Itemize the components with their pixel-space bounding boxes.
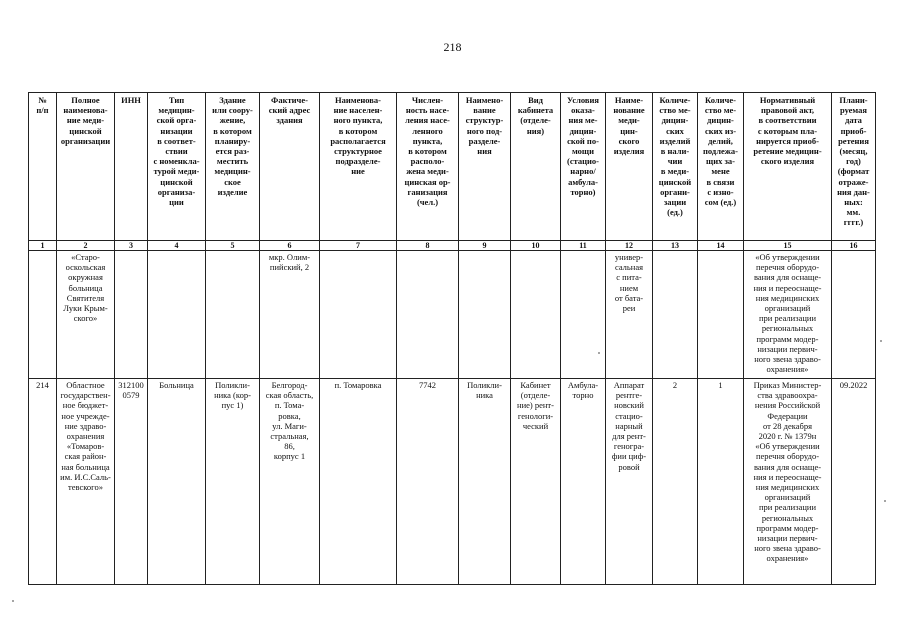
scan-speck bbox=[12, 600, 14, 602]
table-cell bbox=[832, 251, 876, 379]
column-number: 2 bbox=[57, 241, 115, 251]
column-number-row bbox=[29, 241, 876, 251]
column-number: 16 bbox=[832, 241, 876, 251]
table-cell: Аппарат рентге- новский стацио- нарный для рент- геногра- фии циф- ровой bbox=[606, 379, 653, 585]
header-cell: Количе- ство ме- дицин- ских из- делий, подлежа- щих за- мене в связи с изно- сом (ед.) bbox=[698, 93, 744, 241]
table-cell bbox=[115, 251, 148, 379]
table-cell: 7742 bbox=[397, 379, 459, 585]
column-number: 13 bbox=[653, 241, 698, 251]
table-cell bbox=[561, 251, 606, 379]
column-number: 8 bbox=[397, 241, 459, 251]
table-cell bbox=[698, 251, 744, 379]
table-cell: Белгород- ская область, п. Тома- ровка, ул. Маги- стральная, 86, корпус 1 bbox=[260, 379, 320, 585]
table-cell: универ- сальная с пита- нием от бата- реи bbox=[606, 251, 653, 379]
column-number: 5 bbox=[206, 241, 260, 251]
header-cell: Фактиче- ский адрес здания bbox=[260, 93, 320, 241]
table-cell: 09.2022 bbox=[832, 379, 876, 585]
medical-equipment-table bbox=[28, 92, 876, 585]
column-number: 7 bbox=[320, 241, 397, 251]
scan-speck bbox=[880, 340, 882, 342]
table-cell: Кабинет (отделе- ние) рент- генологи- ческий bbox=[511, 379, 561, 585]
header-cell: ИНН bbox=[115, 93, 148, 241]
header-cell: Вид кабинета (отделе- ния) bbox=[511, 93, 561, 241]
column-number: 4 bbox=[148, 241, 206, 251]
table-cell bbox=[206, 251, 260, 379]
column-number: 12 bbox=[606, 241, 653, 251]
table-cell bbox=[511, 251, 561, 379]
table-cell: 2 bbox=[653, 379, 698, 585]
column-number: 10 bbox=[511, 241, 561, 251]
header-cell: Условия оказа- ния ме- дицин- ской по- мощи (стацио- нарно/ амбула- торно) bbox=[561, 93, 606, 241]
table-cell bbox=[459, 251, 511, 379]
header-cell: Наиме- нование меди- цин- ского изделия bbox=[606, 93, 653, 241]
header-cell: Числен- ность насе- ления насе- ленного пункта, в котором располо- жена меди- цинская ор- ганизация (чел.) bbox=[397, 93, 459, 241]
table-cell bbox=[397, 251, 459, 379]
scan-speck bbox=[598, 352, 600, 354]
header-cell: Количе- ство ме- дицин- ских изделий в нали- чии в меди- цинской органи- зации (ед.) bbox=[653, 93, 698, 241]
table-cell: Приказ Министер- ства здравоохра- нения Российской Федерации от 28 декабря 2020 г. № 1379н «Об утверждении перечня оборудо- вания для оснаще- ния и переоснаще- ния медицинских организаций при реализации региональных программ модер- низации первич- ного звена здраво- охранения» bbox=[744, 379, 832, 585]
table-cell: Больница bbox=[148, 379, 206, 585]
header-cell: Тип медицин- ской орга- низации в соответ- ствии с номенкла- турой меди- цинской организа- ции bbox=[148, 93, 206, 241]
column-number: 14 bbox=[698, 241, 744, 251]
header-cell: Полное наименова- ние меди- цинской организации bbox=[57, 93, 115, 241]
table-cell: Поликли- ника bbox=[459, 379, 511, 585]
header-row bbox=[29, 93, 876, 241]
table-cell: 1 bbox=[698, 379, 744, 585]
scan-speck bbox=[884, 500, 886, 502]
table-cell bbox=[148, 251, 206, 379]
table-row bbox=[29, 379, 876, 585]
table-cell: 214 bbox=[29, 379, 57, 585]
table-cell: Областное государствен- ное бюджет- ное учрежде- ние здраво- охранения «Томаров- ская район- ная больница им. И.С.Саль- тевского» bbox=[57, 379, 115, 585]
column-number: 6 bbox=[260, 241, 320, 251]
table-cell: мкр. Олим- пийский, 2 bbox=[260, 251, 320, 379]
column-number: 9 bbox=[459, 241, 511, 251]
table-cell bbox=[320, 251, 397, 379]
table-cell: «Об утверждении перечня оборудо- вания для оснаще- ния и переоснаще- ния медицинских организаций при реализации региональных программ модер- низации первич- ного звена здраво- охранения» bbox=[744, 251, 832, 379]
table-cell: Амбула- торно bbox=[561, 379, 606, 585]
table-cell: Поликли- ника (кор- пус 1) bbox=[206, 379, 260, 585]
column-number: 3 bbox=[115, 241, 148, 251]
table-cell: «Старо- оскольская окружная больница Святителя Луки Крым- ского» bbox=[57, 251, 115, 379]
page-number: 218 bbox=[443, 40, 462, 54]
table-cell bbox=[29, 251, 57, 379]
header-cell: Нормативный правовой акт, в соответствии с которым пла- нируется приоб- ретение медицин- ского изделия bbox=[744, 93, 832, 241]
table-cell: 312100 0579 bbox=[115, 379, 148, 585]
table-cell bbox=[653, 251, 698, 379]
column-number: 1 bbox=[29, 241, 57, 251]
header-cell: Плани- руемая дата приоб- ретения (месяц, год) (формат отраже- ния дан- ных: мм. гггг.) bbox=[832, 93, 876, 241]
table-row bbox=[29, 251, 876, 379]
header-cell: № п/п bbox=[29, 93, 57, 241]
column-number: 15 bbox=[744, 241, 832, 251]
header-cell: Здание или соору- жение, в котором планиру- ется раз- местить медицин- ское изделие bbox=[206, 93, 260, 241]
table-cell: п. Томаровка bbox=[320, 379, 397, 585]
column-number: 11 bbox=[561, 241, 606, 251]
header-cell: Наимено- вание структур- ного под- разделе- ния bbox=[459, 93, 511, 241]
header-cell: Наименова- ние населен- ного пункта, в котором располагается структурное подразделе- ние bbox=[320, 93, 397, 241]
